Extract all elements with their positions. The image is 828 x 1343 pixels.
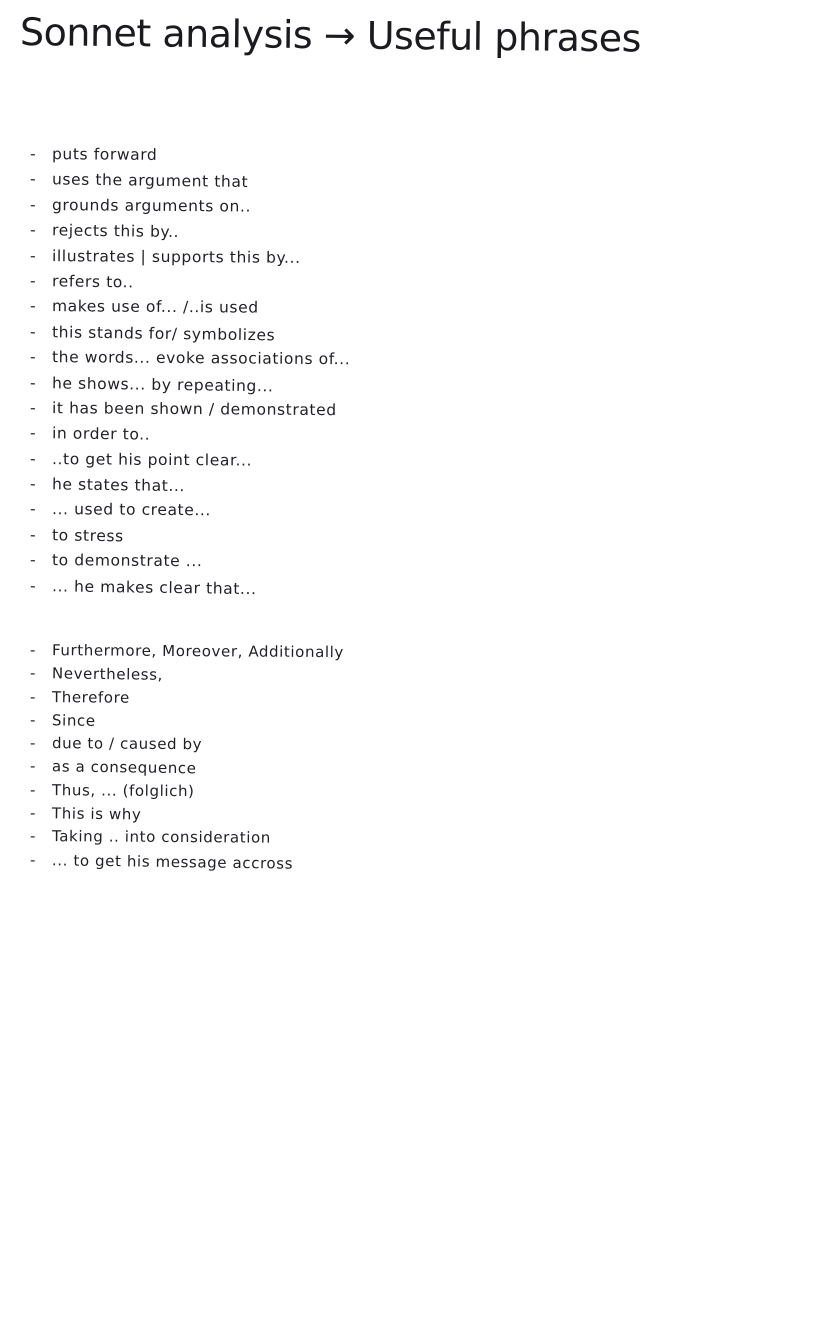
list-item-text: puts forward	[51, 145, 158, 164]
list-item-text: Thus, ... (folglich)	[51, 780, 195, 800]
list-item-text: it has been shown / demonstrated	[51, 399, 337, 420]
list-item-text: ... to get his message accross	[51, 850, 294, 873]
list-item-text: he states that...	[51, 475, 186, 496]
analysis-phrases-list	[30, 142, 350, 599]
page-title: Sonnet analysis → Useful phrases	[19, 10, 642, 61]
bullet-dash: -	[29, 424, 37, 443]
list-item	[30, 574, 351, 604]
list-item	[30, 639, 344, 664]
list-item-text: Nevertheless,	[51, 664, 164, 685]
bullet-dash: -	[29, 827, 37, 846]
list-item-text: as a consequence	[51, 757, 197, 778]
bullet-dash: -	[29, 500, 37, 519]
connectives-list	[30, 639, 344, 872]
list-item-text: Therefore	[51, 687, 130, 707]
list-item-text: ... used to create...	[51, 500, 212, 520]
list-item-text: the words... evoke associations of...	[51, 348, 351, 369]
list-item	[30, 142, 350, 170]
list-item	[30, 548, 350, 576]
bullet-dash: -	[29, 221, 37, 240]
list-item-text: due to / caused by	[51, 734, 203, 754]
bullet-dash: -	[29, 804, 37, 823]
bullet-dash: -	[29, 348, 37, 367]
bullet-dash: -	[29, 850, 37, 869]
bullet-dash: -	[29, 734, 37, 753]
list-item-text: to stress	[51, 526, 124, 546]
bullet-dash: -	[29, 576, 37, 595]
list-item-text: This is why	[51, 804, 142, 824]
list-item-text: ... he makes clear that...	[51, 576, 257, 598]
bullet-dash: -	[29, 757, 37, 776]
bullet-dash: -	[29, 641, 37, 660]
list-item-text: Since	[51, 711, 96, 730]
list-item	[30, 396, 350, 424]
list-item-text: Taking .. into consideration	[51, 827, 271, 848]
bullet-dash: -	[29, 449, 37, 468]
list-item	[30, 193, 350, 221]
bullet-dash: -	[29, 145, 37, 164]
list-item	[30, 244, 350, 272]
list-item-text: this stands for/ symbolizes	[51, 323, 276, 345]
list-item	[30, 497, 350, 525]
bullet-dash: -	[29, 551, 37, 570]
list-item	[30, 779, 344, 804]
list-item-text: illustrates | supports this by...	[51, 246, 301, 267]
list-item-text: refers to..	[51, 272, 134, 292]
list-item-text: grounds arguments on..	[51, 195, 252, 216]
list-item-text: rejects this by..	[51, 221, 180, 242]
bullet-dash: -	[29, 195, 37, 214]
bullet-dash: -	[29, 271, 37, 291]
list-item	[30, 825, 344, 850]
bullet-dash: -	[29, 710, 37, 729]
bullet-dash: -	[29, 664, 37, 683]
list-item	[30, 294, 350, 322]
list-item-text: ..to get his point clear...	[51, 449, 253, 470]
bullet-dash: -	[29, 780, 37, 799]
list-item-text: he shows... by repeating...	[51, 373, 274, 395]
list-item	[30, 686, 344, 711]
list-item-text: makes use of... /..is used	[51, 297, 259, 317]
bullet-dash: -	[29, 398, 37, 417]
bullet-dash: -	[29, 373, 37, 392]
bullet-dash: -	[29, 475, 37, 494]
list-item-text: Furthermore, Moreover, Additionally	[51, 641, 344, 662]
list-item	[30, 732, 344, 757]
list-item	[30, 345, 350, 373]
list-item-text: uses the argument that	[51, 170, 249, 192]
bullet-dash: -	[29, 322, 37, 341]
bullet-dash: -	[29, 297, 37, 316]
bullet-dash: -	[29, 246, 37, 265]
list-item-text: to demonstrate ...	[51, 551, 203, 571]
bullet-dash: -	[29, 525, 37, 544]
list-item	[30, 447, 350, 475]
list-item	[30, 849, 344, 877]
list-item-text: in order to..	[51, 424, 151, 444]
bullet-dash: -	[29, 170, 37, 189]
bullet-dash: -	[29, 687, 37, 706]
